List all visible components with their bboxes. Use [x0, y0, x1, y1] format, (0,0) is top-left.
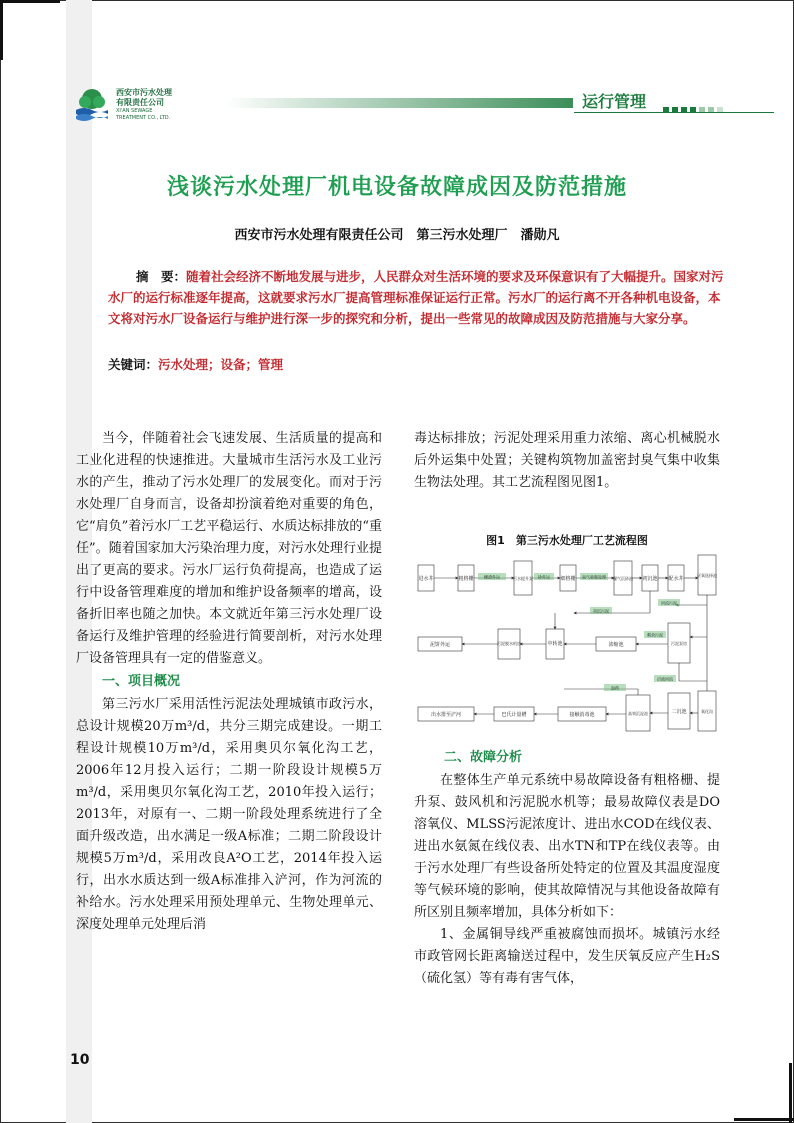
section2-heading: 二、故障分析 — [444, 750, 523, 765]
flow-label-screenings: 栅渣外运 — [484, 574, 500, 580]
flow-label-reflux: 沼液回流 — [657, 676, 673, 682]
flow-label-dosing: 加药 — [611, 685, 619, 691]
node-transfer-tank: 中转池 — [547, 641, 563, 647]
crop-mark — [0, 0, 3, 60]
node-secondary-clarifier: 二沉池 — [671, 709, 687, 715]
company-name-cn-1: 西安市污水处理 — [116, 88, 172, 97]
node-grit-chamber: 曝气沉砂池 — [613, 576, 633, 581]
node-contact-tank: 接触消毒池 — [569, 712, 595, 718]
section1-paragraph: 第三污水厂采用活性污泥法处理城镇市政污水，总设计规模20万m³/d，共分三期完成建设。一期工程设计规模10万m³/d，采用奥贝尔氧化沟工艺，2006年12月投入运行；二期一阶段设计规模5万m³/d，采用奥贝尔氧化沟工艺，2010年投入运行；2013年，对原有一、二期一阶段处理系统进行了全面升级改造，出水满足一级A标准；二期二阶段设计规模5万m³/d，采用改良A²O工艺，2014年投入运行，出水水质达到一级A标准排入浐河，作为河流的补给水。污水处理采用预处理单元、生物处理单元、深度处理单元处理后消 — [76, 697, 382, 932]
node-anaerobic-tank: 厌氧选择池 — [697, 573, 717, 578]
page-number: 10 — [70, 1052, 90, 1068]
intro-paragraph: 当今，伴随着社会飞速发展、生活质量的提高和工业化进程的快速推进。大量城市生活污水及工业污水的产生，推动了污水处理厂的发展变化。而对于污水处理厂自身而言，设备却扮演着绝对重要的角色，它“肩负”着污水厂工艺平稳运行、水质达标排放的“重任”。随着国家加大污染治理力度，对污水处理行业提出了更高的要求。污水厂运行负荷提高，也造成了运行中设备管理难度的增加和维护设备频率的增高，设备折旧率也随之加快。本文就近年第三污水处理厂设备运行及维护管理的经验进行简要剖析，对污水处理厂设备管理具有一定的借鉴意义。 — [76, 431, 382, 666]
flow-label-sand: 砂外运 — [538, 574, 550, 580]
header-rule — [574, 112, 774, 113]
node-sludge-pump-house: 污泥泵房 — [671, 641, 687, 646]
node-distribution-well: 配水井 — [668, 576, 684, 582]
flow-label-return-sludge: 回流污泥 — [661, 600, 677, 606]
node-intake-well: 进水井 — [418, 576, 434, 582]
flow-label-excess-sludge: 剩余污泥 — [647, 632, 663, 638]
header-gradient-bar — [225, 98, 573, 108]
crop-mark — [734, 1118, 794, 1121]
node-coarse-screen: 粗格栅 — [458, 576, 474, 582]
node-sludge-cake: 泥饼外运 — [429, 642, 451, 648]
node-primary-clarifier: 初沉池 — [642, 576, 658, 582]
keywords-label: 关键词： — [108, 357, 159, 372]
right-column-top — [414, 428, 720, 494]
node-thickener: 浓缩池 — [608, 642, 624, 648]
abstract-label: 摘 要： — [136, 269, 187, 284]
header-squares — [663, 98, 726, 117]
company-name-cn-2: 有限责任公司 — [116, 98, 164, 107]
author-line: 西安市污水处理有限责任公司 第三污水处理厂 潘勋凡 — [234, 228, 560, 243]
section1-heading: 一、项目概况 — [102, 674, 181, 689]
process-flow-diagram — [414, 553, 720, 733]
keywords-text: 污水处理；设备；管理 — [158, 357, 284, 372]
abstract — [108, 266, 726, 329]
node-effluent: 出水排至浐河 — [430, 712, 462, 718]
node-lift-pump: 污水提升泵 — [513, 576, 533, 581]
left-column — [76, 428, 382, 936]
flow-label-primary-sludge: 初沉污泥 — [593, 608, 609, 614]
node-fine-screen: 细格栅 — [560, 576, 576, 582]
continued-paragraph: 毒达标排放；污泥处理采用重力浓缩、离心机械脱水后外运集中处置；关键构筑物加盖密封臭气集中收集生物法处理。其工艺流程图见图1。 — [414, 431, 720, 490]
section2-paragraph-2: 1、金属铜导线严重被腐蚀而损坏。城镇污水经市政管网长距离输送过程中，发生厌氧反应产生H₂S（硫化氢）等有毒有害气体， — [414, 927, 720, 986]
section-label: 运行管理 — [582, 92, 647, 111]
right-column-bottom — [414, 746, 720, 990]
section2-paragraph-1: 在整体生产单元系统中易故障设备有粗格栅、提升泵、鼓风机和污泥脱水机等；最易故障仪表是DO溶氧仪、MLSS污泥浓度计、进出水COD在线仪表、进出水氨氮在线仪表、出水TN和TP在线仪表等。由于污水处理厂有些设备所处特定的位置及其温度湿度等气候环境的影响，使其故障情况与其他设备故障有所区别且频率增加，具体分析如下： — [414, 773, 720, 920]
node-parshall-flume: 巴氏计量槽 — [501, 712, 527, 718]
company-logo-icon — [74, 86, 110, 122]
abstract-text: 随着社会经济不断地发展与进步，人民群众对生活环境的要求及环保意识有了大幅提升。国家对污水厂的运行标准逐年提高，这就要求污水厂提高管理标准保证运行正常。污水厂的运行离不开各种机电设备，本文将对污水厂设备运行与维护进行深一步的探究和分析，提出一些常见的故障成因及防范措施与大家分享。 — [108, 269, 724, 326]
node-high-efficiency-tank: 高效沉淀池 — [628, 711, 648, 716]
company-name-en-2: TREATMENT CO., LTD. — [116, 115, 171, 121]
company-name-en-1: XI'AN SEWAGE — [116, 108, 153, 114]
flow-label-odor: 臭气收集处理 — [582, 574, 606, 580]
node-oxidation-ditch: 氧化沟 — [701, 709, 713, 714]
company-name — [116, 88, 226, 122]
node-dewatering-house: 污泥脱水机房 — [497, 641, 521, 646]
figure-caption: 图1 第三污水处理厂工艺流程图 — [486, 534, 648, 547]
article-title: 浅谈污水处理厂机电设备故障成因及防范措施 — [166, 175, 627, 200]
crop-mark — [789, 1063, 792, 1123]
keywords — [108, 355, 283, 373]
crop-mark — [0, 0, 60, 3]
